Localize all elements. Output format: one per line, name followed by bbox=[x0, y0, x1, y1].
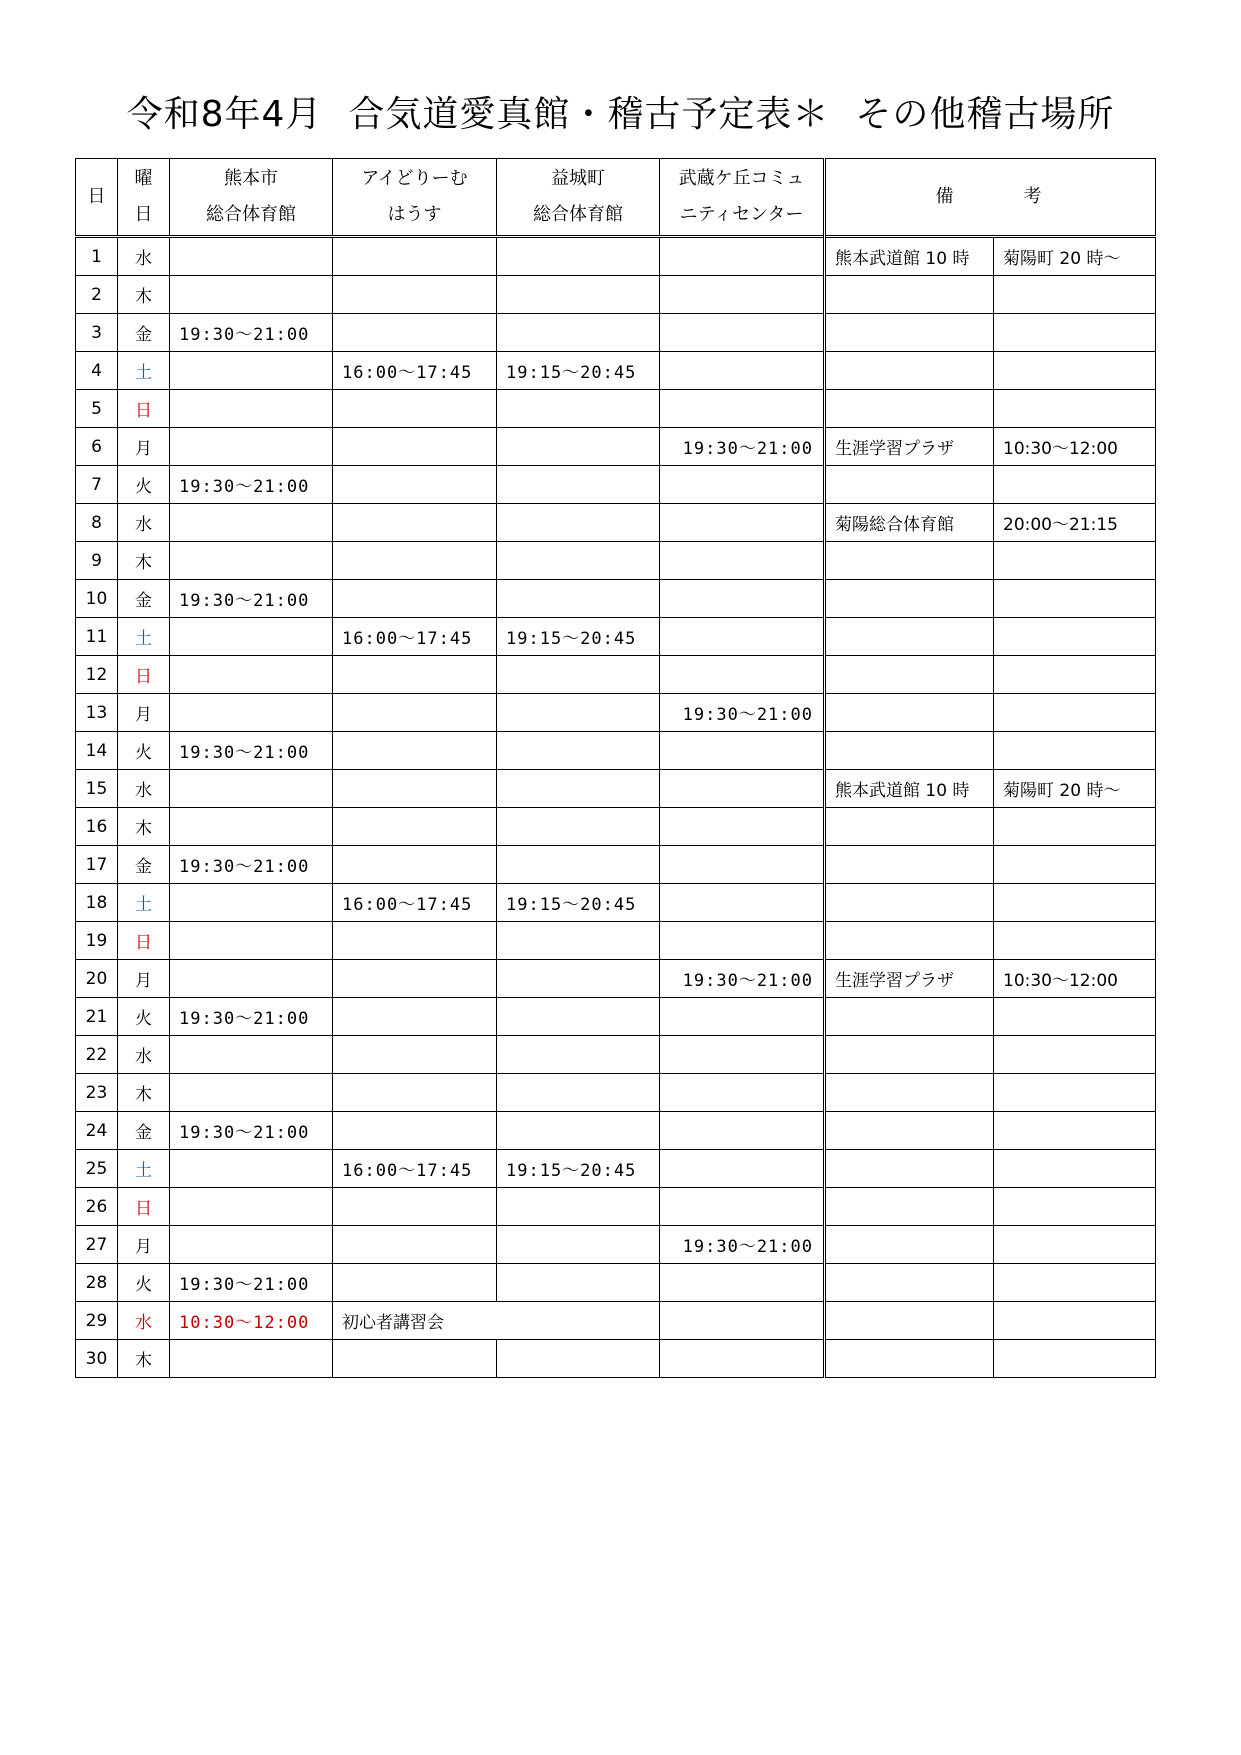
day-number-cell: 5 bbox=[76, 390, 118, 428]
mashiki-gym-cell: 19:15～20:45 bbox=[497, 1150, 660, 1188]
kumamoto-gym-cell bbox=[170, 922, 333, 960]
notes-time-cell: 10:30～12:00 bbox=[994, 428, 1156, 466]
aidream-house-cell bbox=[333, 770, 497, 808]
notes-time-cell bbox=[994, 1036, 1156, 1074]
weekday-cell: 金 bbox=[118, 580, 170, 618]
notes-time-cell bbox=[994, 618, 1156, 656]
table-row bbox=[76, 808, 1156, 846]
header-venue-musashigaoka-line1: 武蔵ケ丘コミュ bbox=[678, 168, 805, 189]
notes-time-cell bbox=[994, 580, 1156, 618]
notes-place-cell bbox=[825, 1150, 994, 1188]
kumamoto-gym-cell: 19:30～21:00 bbox=[170, 732, 333, 770]
kumamoto-gym-cell bbox=[170, 1036, 333, 1074]
weekday-cell: 日 bbox=[118, 922, 170, 960]
notes-time-cell bbox=[994, 276, 1156, 314]
mashiki-gym-cell bbox=[497, 237, 660, 276]
header-venue-kumamoto-line1: 熊本市 bbox=[224, 168, 278, 189]
mashiki-gym-cell bbox=[497, 428, 660, 466]
header-weekday-line1: 曜 bbox=[134, 168, 153, 189]
musashigaoka-center-cell bbox=[660, 1036, 825, 1074]
notes-time-cell bbox=[994, 314, 1156, 352]
musashigaoka-center-cell bbox=[660, 237, 825, 276]
aidream-house-cell bbox=[333, 276, 497, 314]
notes-place-cell: 生涯学習プラザ bbox=[825, 960, 994, 998]
kumamoto-gym-cell: 19:30～21:00 bbox=[170, 1112, 333, 1150]
mashiki-gym-cell bbox=[497, 1074, 660, 1112]
mashiki-gym-cell: 19:15～20:45 bbox=[497, 884, 660, 922]
kumamoto-gym-cell bbox=[170, 1226, 333, 1264]
table-row bbox=[76, 352, 1156, 390]
notes-place-cell bbox=[825, 1226, 994, 1264]
mashiki-gym-cell bbox=[497, 504, 660, 542]
notes-place-cell bbox=[825, 884, 994, 922]
day-number-cell: 25 bbox=[76, 1150, 118, 1188]
table-row bbox=[76, 1264, 1156, 1302]
notes-time-cell bbox=[994, 694, 1156, 732]
weekday-cell: 水 bbox=[118, 1036, 170, 1074]
table-row bbox=[76, 276, 1156, 314]
aidream-house-cell bbox=[333, 732, 497, 770]
title-month: 令和8年4月 bbox=[126, 94, 323, 135]
header-weekday bbox=[118, 159, 170, 237]
weekday-cell: 木 bbox=[118, 1340, 170, 1378]
notes-place-cell bbox=[825, 352, 994, 390]
notes-place-cell bbox=[825, 1036, 994, 1074]
notes-place-cell bbox=[825, 276, 994, 314]
table-row bbox=[76, 618, 1156, 656]
mashiki-gym-cell bbox=[497, 656, 660, 694]
weekday-cell: 木 bbox=[118, 1074, 170, 1112]
day-number-cell: 4 bbox=[76, 352, 118, 390]
weekday-cell: 月 bbox=[118, 1226, 170, 1264]
notes-time-cell bbox=[994, 656, 1156, 694]
table-row bbox=[76, 428, 1156, 466]
notes-time-cell: 10:30～12:00 bbox=[994, 960, 1156, 998]
header-row bbox=[76, 159, 1156, 237]
mashiki-gym-cell bbox=[497, 466, 660, 504]
day-number-cell: 14 bbox=[76, 732, 118, 770]
header-venue-musashigaoka-line2: ニティセンター bbox=[679, 204, 804, 225]
notes-place-cell bbox=[825, 618, 994, 656]
weekday-cell: 土 bbox=[118, 884, 170, 922]
title-schedule: 合気道愛真館・稽古予定表＊ bbox=[348, 94, 830, 135]
notes-place-cell bbox=[825, 1340, 994, 1378]
table-row bbox=[76, 694, 1156, 732]
table-row bbox=[76, 542, 1156, 580]
table-row bbox=[76, 237, 1156, 276]
notes-place-cell bbox=[825, 314, 994, 352]
day-number-cell: 26 bbox=[76, 1188, 118, 1226]
weekday-cell: 火 bbox=[118, 466, 170, 504]
aidream-house-cell bbox=[333, 542, 497, 580]
mashiki-gym-cell bbox=[497, 960, 660, 998]
notes-place-cell bbox=[825, 808, 994, 846]
weekday-cell: 月 bbox=[118, 960, 170, 998]
musashigaoka-center-cell bbox=[660, 1264, 825, 1302]
day-number-cell: 16 bbox=[76, 808, 118, 846]
notes-time-cell bbox=[994, 732, 1156, 770]
kumamoto-gym-cell bbox=[170, 1074, 333, 1112]
header-venue-musashigaoka bbox=[660, 159, 825, 237]
kumamoto-gym-cell bbox=[170, 960, 333, 998]
musashigaoka-center-cell bbox=[660, 884, 825, 922]
aidream-house-cell bbox=[333, 580, 497, 618]
musashigaoka-center-cell bbox=[660, 1112, 825, 1150]
weekday-cell: 日 bbox=[118, 656, 170, 694]
notes-time-cell bbox=[994, 352, 1156, 390]
table-row bbox=[76, 1074, 1156, 1112]
day-number-cell: 17 bbox=[76, 846, 118, 884]
aidream-house-cell bbox=[333, 1074, 497, 1112]
table-row bbox=[76, 504, 1156, 542]
kumamoto-gym-cell bbox=[170, 542, 333, 580]
aidream-house-cell bbox=[333, 1112, 497, 1150]
kumamoto-gym-cell bbox=[170, 1150, 333, 1188]
notes-time-cell bbox=[994, 1340, 1156, 1378]
day-number-cell: 19 bbox=[76, 922, 118, 960]
day-number-cell: 15 bbox=[76, 770, 118, 808]
table-row bbox=[76, 998, 1156, 1036]
table-row bbox=[76, 922, 1156, 960]
header-day: 日 bbox=[76, 159, 118, 237]
notes-time-cell bbox=[994, 1226, 1156, 1264]
mashiki-gym-cell: 19:15～20:45 bbox=[497, 352, 660, 390]
aidream-house-cell bbox=[333, 922, 497, 960]
kumamoto-gym-cell bbox=[170, 808, 333, 846]
table-row bbox=[76, 314, 1156, 352]
aidream-house-cell bbox=[333, 237, 497, 276]
mashiki-gym-cell bbox=[497, 1188, 660, 1226]
kumamoto-gym-cell bbox=[170, 428, 333, 466]
weekday-cell: 金 bbox=[118, 846, 170, 884]
musashigaoka-center-cell bbox=[660, 922, 825, 960]
aidream-house-cell bbox=[333, 1226, 497, 1264]
musashigaoka-center-cell bbox=[660, 1302, 825, 1340]
aidream-house-cell bbox=[333, 998, 497, 1036]
weekday-cell: 火 bbox=[118, 732, 170, 770]
notes-place-cell bbox=[825, 1074, 994, 1112]
mashiki-gym-cell bbox=[497, 846, 660, 884]
aidream-house-cell bbox=[333, 504, 497, 542]
day-number-cell: 13 bbox=[76, 694, 118, 732]
day-number-cell: 12 bbox=[76, 656, 118, 694]
notes-place-cell bbox=[825, 732, 994, 770]
weekday-cell: 日 bbox=[118, 390, 170, 428]
kumamoto-gym-cell: 10:30～12:00 bbox=[170, 1302, 333, 1340]
day-number-cell: 8 bbox=[76, 504, 118, 542]
mashiki-gym-cell bbox=[497, 276, 660, 314]
table-row bbox=[76, 1226, 1156, 1264]
table-row bbox=[76, 846, 1156, 884]
schedule-table bbox=[75, 158, 1156, 1378]
weekday-cell: 金 bbox=[118, 1112, 170, 1150]
musashigaoka-center-cell bbox=[660, 352, 825, 390]
notes-time-cell bbox=[994, 1302, 1156, 1340]
aidream-house-cell bbox=[333, 1036, 497, 1074]
table-row bbox=[76, 732, 1156, 770]
aidream-house-cell bbox=[333, 466, 497, 504]
weekday-cell: 日 bbox=[118, 1188, 170, 1226]
weekday-cell: 月 bbox=[118, 694, 170, 732]
day-number-cell: 29 bbox=[76, 1302, 118, 1340]
mashiki-gym-cell bbox=[497, 1264, 660, 1302]
aidream-house-cell bbox=[333, 656, 497, 694]
day-number-cell: 2 bbox=[76, 276, 118, 314]
day-number-cell: 1 bbox=[76, 237, 118, 276]
notes-time-cell bbox=[994, 922, 1156, 960]
kumamoto-gym-cell bbox=[170, 276, 333, 314]
mashiki-gym-cell bbox=[497, 542, 660, 580]
notes-time-cell bbox=[994, 1188, 1156, 1226]
header-venue-mashiki-line2: 総合体育館 bbox=[533, 204, 623, 225]
title-other-venues: その他稽古場所 bbox=[855, 94, 1115, 135]
kumamoto-gym-cell: 19:30～21:00 bbox=[170, 314, 333, 352]
aidream-house-cell bbox=[333, 390, 497, 428]
table-row bbox=[76, 1036, 1156, 1074]
notes-time-cell bbox=[994, 1150, 1156, 1188]
header-venue-mashiki-line1: 益城町 bbox=[551, 168, 605, 189]
kumamoto-gym-cell bbox=[170, 352, 333, 390]
day-number-cell: 20 bbox=[76, 960, 118, 998]
weekday-cell: 水 bbox=[118, 504, 170, 542]
table-row bbox=[76, 770, 1156, 808]
day-number-cell: 7 bbox=[76, 466, 118, 504]
kumamoto-gym-cell: 19:30～21:00 bbox=[170, 846, 333, 884]
day-number-cell: 23 bbox=[76, 1074, 118, 1112]
weekday-cell: 金 bbox=[118, 314, 170, 352]
notes-time-cell bbox=[994, 1112, 1156, 1150]
header-notes: 備 考 bbox=[825, 159, 1156, 237]
aidream-house-cell: 初心者講習会 bbox=[333, 1302, 497, 1340]
table-row bbox=[76, 466, 1156, 504]
kumamoto-gym-cell bbox=[170, 618, 333, 656]
mashiki-gym-cell bbox=[497, 1036, 660, 1074]
musashigaoka-center-cell: 19:30～21:00 bbox=[660, 694, 825, 732]
weekday-cell: 木 bbox=[118, 276, 170, 314]
kumamoto-gym-cell bbox=[170, 237, 333, 276]
musashigaoka-center-cell bbox=[660, 732, 825, 770]
notes-place-cell bbox=[825, 580, 994, 618]
weekday-cell: 水 bbox=[118, 1302, 170, 1340]
day-number-cell: 6 bbox=[76, 428, 118, 466]
notes-time-cell bbox=[994, 808, 1156, 846]
notes-time-cell bbox=[994, 390, 1156, 428]
notes-place-cell bbox=[825, 922, 994, 960]
notes-time-cell bbox=[994, 1264, 1156, 1302]
aidream-house-cell bbox=[333, 1188, 497, 1226]
notes-place-cell bbox=[825, 694, 994, 732]
musashigaoka-center-cell bbox=[660, 656, 825, 694]
mashiki-gym-cell bbox=[497, 922, 660, 960]
table-row bbox=[76, 656, 1156, 694]
table-row bbox=[76, 1340, 1156, 1378]
musashigaoka-center-cell bbox=[660, 276, 825, 314]
musashigaoka-center-cell: 19:30～21:00 bbox=[660, 960, 825, 998]
notes-place-cell bbox=[825, 656, 994, 694]
mashiki-gym-cell bbox=[497, 1112, 660, 1150]
mashiki-gym-cell bbox=[497, 390, 660, 428]
day-number-cell: 24 bbox=[76, 1112, 118, 1150]
header-venue-mashiki bbox=[497, 159, 660, 237]
kumamoto-gym-cell bbox=[170, 1188, 333, 1226]
notes-place-cell bbox=[825, 466, 994, 504]
kumamoto-gym-cell: 19:30～21:00 bbox=[170, 1264, 333, 1302]
notes-place-cell bbox=[825, 998, 994, 1036]
day-number-cell: 9 bbox=[76, 542, 118, 580]
musashigaoka-center-cell bbox=[660, 846, 825, 884]
kumamoto-gym-cell bbox=[170, 390, 333, 428]
kumamoto-gym-cell bbox=[170, 1340, 333, 1378]
aidream-house-cell bbox=[333, 808, 497, 846]
musashigaoka-center-cell bbox=[660, 1188, 825, 1226]
header-venue-aidream-line2: はうす bbox=[387, 204, 442, 225]
weekday-cell: 火 bbox=[118, 998, 170, 1036]
mashiki-gym-cell bbox=[497, 808, 660, 846]
mashiki-gym-cell bbox=[497, 694, 660, 732]
weekday-cell: 土 bbox=[118, 618, 170, 656]
notes-time-cell: 20:00～21:15 bbox=[994, 504, 1156, 542]
musashigaoka-center-cell: 19:30～21:00 bbox=[660, 1226, 825, 1264]
day-number-cell: 3 bbox=[76, 314, 118, 352]
notes-time-cell: 菊陽町 20 時～ bbox=[994, 770, 1156, 808]
day-number-cell: 27 bbox=[76, 1226, 118, 1264]
weekday-cell: 木 bbox=[118, 808, 170, 846]
header-weekday-line2: 日 bbox=[134, 204, 153, 225]
musashigaoka-center-cell bbox=[660, 808, 825, 846]
notes-time-cell bbox=[994, 998, 1156, 1036]
header-venue-kumamoto bbox=[170, 159, 333, 237]
aidream-house-cell: 16:00～17:45 bbox=[333, 352, 497, 390]
day-number-cell: 28 bbox=[76, 1264, 118, 1302]
kumamoto-gym-cell bbox=[170, 884, 333, 922]
musashigaoka-center-cell: 19:30～21:00 bbox=[660, 428, 825, 466]
mashiki-gym-cell bbox=[497, 314, 660, 352]
musashigaoka-center-cell bbox=[660, 542, 825, 580]
notes-place-cell: 熊本武道館 10 時 bbox=[825, 770, 994, 808]
notes-place-cell bbox=[825, 846, 994, 884]
mashiki-gym-cell bbox=[497, 732, 660, 770]
musashigaoka-center-cell bbox=[660, 1340, 825, 1378]
day-number-cell: 30 bbox=[76, 1340, 118, 1378]
weekday-cell: 土 bbox=[118, 352, 170, 390]
notes-place-cell: 生涯学習プラザ bbox=[825, 428, 994, 466]
notes-place-cell bbox=[825, 1302, 994, 1340]
aidream-house-cell: 16:00～17:45 bbox=[333, 618, 497, 656]
page-title bbox=[0, 90, 1241, 140]
mashiki-gym-cell bbox=[497, 770, 660, 808]
notes-place-cell bbox=[825, 1264, 994, 1302]
musashigaoka-center-cell bbox=[660, 1150, 825, 1188]
aidream-house-cell bbox=[333, 694, 497, 732]
aidream-house-cell bbox=[333, 1340, 497, 1378]
aidream-house-cell bbox=[333, 314, 497, 352]
table-row bbox=[76, 1188, 1156, 1226]
musashigaoka-center-cell bbox=[660, 580, 825, 618]
kumamoto-gym-cell bbox=[170, 770, 333, 808]
notes-time-cell: 菊陽町 20 時～ bbox=[994, 237, 1156, 276]
mashiki-gym-cell: 19:15～20:45 bbox=[497, 618, 660, 656]
aidream-house-cell bbox=[333, 1264, 497, 1302]
table-row bbox=[76, 1112, 1156, 1150]
mashiki-gym-cell bbox=[497, 1226, 660, 1264]
day-number-cell: 10 bbox=[76, 580, 118, 618]
musashigaoka-center-cell bbox=[660, 770, 825, 808]
kumamoto-gym-cell: 19:30～21:00 bbox=[170, 998, 333, 1036]
table-row bbox=[76, 390, 1156, 428]
musashigaoka-center-cell bbox=[660, 504, 825, 542]
weekday-cell: 月 bbox=[118, 428, 170, 466]
kumamoto-gym-cell bbox=[170, 504, 333, 542]
mashiki-gym-cell bbox=[497, 580, 660, 618]
day-number-cell: 18 bbox=[76, 884, 118, 922]
musashigaoka-center-cell bbox=[660, 618, 825, 656]
musashigaoka-center-cell bbox=[660, 1074, 825, 1112]
notes-place-cell bbox=[825, 1112, 994, 1150]
header-venue-aidream-line1: アイどりーむ bbox=[361, 168, 468, 189]
aidream-house-cell: 16:00～17:45 bbox=[333, 1150, 497, 1188]
table-row bbox=[76, 1302, 1156, 1340]
kumamoto-gym-cell bbox=[170, 694, 333, 732]
weekday-cell: 土 bbox=[118, 1150, 170, 1188]
notes-time-cell bbox=[994, 846, 1156, 884]
notes-place-cell bbox=[825, 1188, 994, 1226]
day-number-cell: 22 bbox=[76, 1036, 118, 1074]
weekday-cell: 火 bbox=[118, 1264, 170, 1302]
notes-place-cell: 菊陽総合体育館 bbox=[825, 504, 994, 542]
mashiki-gym-cell bbox=[497, 1302, 660, 1340]
kumamoto-gym-cell: 19:30～21:00 bbox=[170, 466, 333, 504]
table-row bbox=[76, 884, 1156, 922]
musashigaoka-center-cell bbox=[660, 998, 825, 1036]
notes-time-cell bbox=[994, 884, 1156, 922]
notes-place-cell bbox=[825, 390, 994, 428]
kumamoto-gym-cell: 19:30～21:00 bbox=[170, 580, 333, 618]
mashiki-gym-cell bbox=[497, 1340, 660, 1378]
header-venue-aidream bbox=[333, 159, 497, 237]
header-venue-kumamoto-line2: 総合体育館 bbox=[206, 204, 296, 225]
musashigaoka-center-cell bbox=[660, 314, 825, 352]
notes-place-cell bbox=[825, 542, 994, 580]
aidream-house-cell bbox=[333, 960, 497, 998]
weekday-cell: 水 bbox=[118, 237, 170, 276]
table-row bbox=[76, 960, 1156, 998]
table-row bbox=[76, 580, 1156, 618]
aidream-house-cell bbox=[333, 428, 497, 466]
table-row bbox=[76, 1150, 1156, 1188]
notes-time-cell bbox=[994, 542, 1156, 580]
musashigaoka-center-cell bbox=[660, 466, 825, 504]
musashigaoka-center-cell bbox=[660, 390, 825, 428]
weekday-cell: 木 bbox=[118, 542, 170, 580]
weekday-cell: 水 bbox=[118, 770, 170, 808]
notes-time-cell bbox=[994, 1074, 1156, 1112]
day-number-cell: 21 bbox=[76, 998, 118, 1036]
aidream-house-cell: 16:00～17:45 bbox=[333, 884, 497, 922]
day-number-cell: 11 bbox=[76, 618, 118, 656]
mashiki-gym-cell bbox=[497, 998, 660, 1036]
notes-place-cell: 熊本武道館 10 時 bbox=[825, 237, 994, 276]
kumamoto-gym-cell bbox=[170, 656, 333, 694]
schedule-body bbox=[76, 237, 1156, 1378]
aidream-house-cell bbox=[333, 846, 497, 884]
notes-time-cell bbox=[994, 466, 1156, 504]
